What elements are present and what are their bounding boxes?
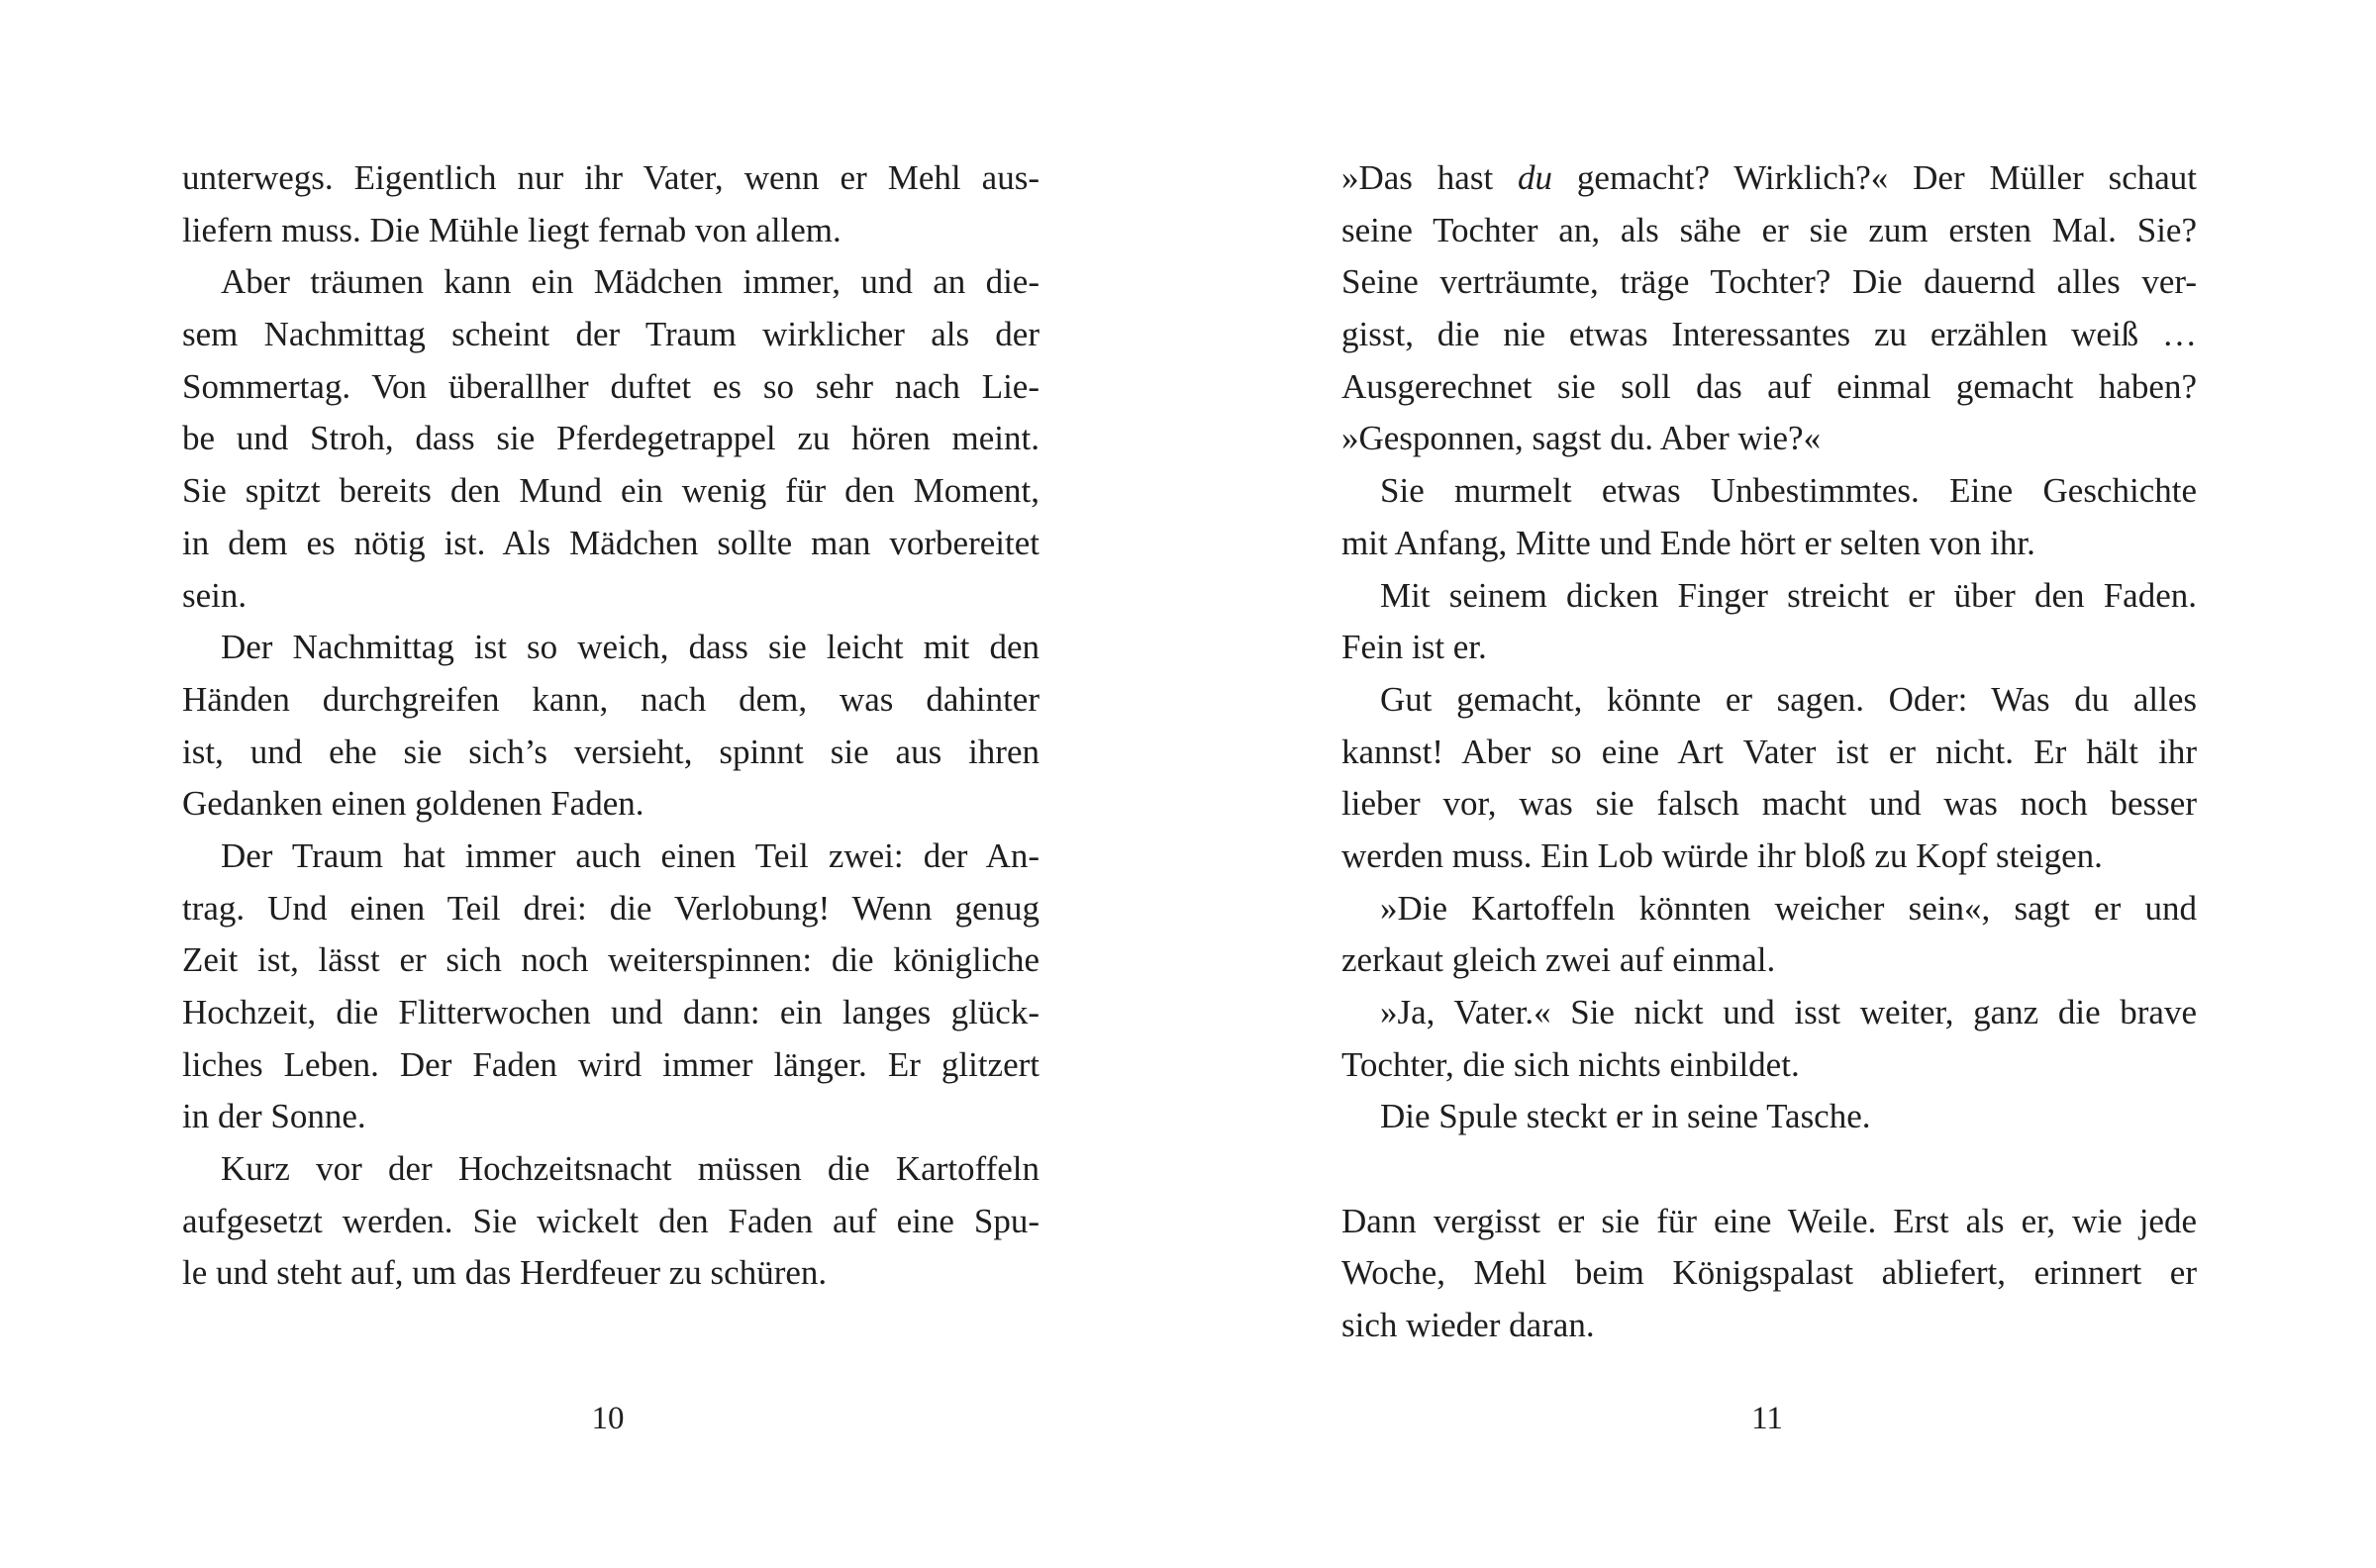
paragraph: [182, 622, 1040, 831]
text-line: kannst! Aber so eine Art Vater ist er nicht. Er hält ihr: [1341, 732, 2197, 771]
paragraph: [1341, 674, 2197, 883]
text-line: in der Sonne.: [182, 1097, 366, 1136]
text-line: Aber träumen kann ein Mädchen immer, und an die-: [221, 262, 1040, 302]
text-line: »Ja, Vater.« Sie nickt und isst weiter, ganz die brave: [1380, 993, 2197, 1031]
text-line: Hochzeit, die Flitterwochen und dann: ein langes glück-: [182, 993, 1040, 1031]
text-line: sem Nachmittag scheint der Traum wirklicher als der: [182, 315, 1040, 354]
text-line: Zeit ist, lässt er sich noch weiterspinnen: die königliche: [182, 940, 1040, 980]
paragraph: [1341, 570, 2197, 674]
text-line: Woche, Mehl beim Königspalast abliefert, erinnert er: [1341, 1253, 2197, 1293]
text-line: »Die Kartoffeln könnten weicher sein«, sagt er und: [1380, 888, 2197, 928]
text-line: liches Leben. Der Faden wird immer länger. Er glitzert: [182, 1044, 1040, 1084]
text-line: be und Stroh, dass sie Pferdegetrappel zu hören meint.: [182, 419, 1040, 458]
page-body: [182, 152, 1040, 1300]
paragraph: [1341, 465, 2197, 569]
text-line: Kurz vor der Hochzeitsnacht müssen die Kartoffeln: [221, 1149, 1040, 1189]
text-line: ist, und ehe sie sich’s versieht, spinnt sie aus ihren: [182, 732, 1040, 771]
section-break: [1341, 1143, 2197, 1196]
text-line: zerkaut gleich zwei auf einmal.: [1341, 940, 1776, 980]
text-line: Sie murmelt etwas Unbestimmtes. Eine Geschichte: [1380, 471, 2197, 511]
text-line: Fein ist er.: [1341, 628, 1487, 667]
text-line: aufgesetzt werden. Sie wickelt den Faden auf eine Spu-: [182, 1201, 1040, 1240]
text-line: sein.: [182, 575, 248, 615]
text-line: mit Anfang, Mitte und Ende hört er selten von ihr.: [1341, 523, 2035, 562]
text-line: in dem es nötig ist. Als Mädchen sollte man vorbereitet: [182, 523, 1040, 562]
paragraph: [182, 1143, 1040, 1300]
text-line: Ausgerechnet sie soll das auf einmal gemacht haben?: [1341, 366, 2197, 406]
paragraph: [1341, 1196, 2197, 1352]
page-number: 11: [1751, 1401, 1783, 1436]
text-line: [1341, 152, 2197, 205]
text-line: sich wieder daran.: [1341, 1306, 1595, 1345]
emphasis-text: du: [1518, 158, 1553, 197]
text-line: Gut gemacht, könnte er sagen. Oder: Was du alles: [1380, 679, 2197, 719]
text-line: werden muss. Ein Lob würde ihr bloß zu Kopf steigen.: [1341, 835, 2103, 875]
text-line: »Gesponnen, sagst du. Aber wie?«: [1341, 419, 1822, 458]
text-line: unterwegs. Eigentlich nur ihr Vater, wenn er Mehl aus-: [182, 158, 1040, 197]
text-line: gisst, die nie etwas Interessantes zu erzählen weiß …: [1341, 315, 2197, 354]
text-line: Der Traum hat immer auch einen Teil zwei: der An-: [221, 835, 1040, 875]
right-page: [1188, 0, 2376, 1568]
text-segment: gemacht? Wirklich?« Der Müller schaut: [1552, 158, 2198, 197]
text-line: lieber vor, was sie falsch macht und was noch besser: [1341, 784, 2197, 824]
text-line: Händen durchgreifen kann, nach dem, was dahinter: [182, 679, 1040, 719]
page-number: 10: [591, 1401, 625, 1436]
page-body: [1341, 152, 2197, 1352]
text-line: liefern muss. Die Mühle liegt fernab von allem.: [182, 210, 842, 249]
paragraph: [1341, 987, 2197, 1091]
text-line: Seine verträumte, träge Tochter? Die dauernd alles ver-: [1341, 262, 2197, 302]
text-line: trag. Und einen Teil drei: die Verlobung! Wenn genug: [182, 888, 1040, 928]
text-line: Sie spitzt bereits den Mund ein wenig für den Moment,: [182, 471, 1040, 511]
text-line: Dann vergisst er sie für eine Weile. Erst als er, wie jede: [1341, 1201, 2197, 1240]
paragraph: [1341, 152, 2197, 465]
text-line: seine Tochter an, als sähe er sie zum ersten Mal. Sie?: [1341, 210, 2197, 249]
text-line: Der Nachmittag ist so weich, dass sie leicht mit den: [221, 628, 1040, 667]
text-line: Gedanken einen goldenen Faden.: [182, 784, 644, 824]
text-line: Tochter, die sich nichts einbildet.: [1341, 1044, 1800, 1084]
text-segment: »Das hast: [1341, 158, 1519, 197]
paragraph: [1341, 883, 2197, 987]
text-line: Mit seinem dicken Finger streicht er über den Faden.: [1380, 575, 2197, 615]
text-line: Die Spule steckt er in seine Tasche.: [1380, 1097, 1871, 1136]
paragraph: [1341, 1091, 2197, 1143]
text-line: le und steht auf, um das Herdfeuer zu schüren.: [182, 1253, 828, 1293]
paragraph: [182, 256, 1040, 622]
paragraph: [182, 831, 1040, 1143]
text-line: Sommertag. Von überallher duftet es so sehr nach Lie-: [182, 366, 1040, 406]
paragraph: [182, 152, 1040, 256]
